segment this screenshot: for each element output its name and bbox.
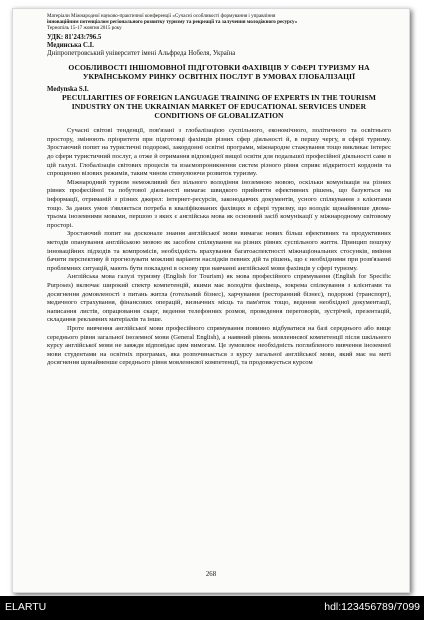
document-page bbox=[12, 8, 410, 593]
paragraph: Проте вивчення англійської мови професійного спрямування повинно відбуватися на базі середнього або вище середнього рівня загальної іноземної мови (General English), а наявний рівень мовленнєвої компетенції після шкільного курсу англійської мови не завжди відповідає цим вимогам. Це зумовлює необхідність поглибленого вивчення іноземної мови студентами на освітніх програмах, яка розпочинається з курсу загальної англійської мови, який має на меті досягнення щонайменше середнього рівня мовленнєвої компетенції, та продовжується курсом bbox=[47, 324, 391, 367]
conference-line: інноваційним потенціалом регіонального розвитку туризму та рекреації та залучення молодіжного ресурсу» bbox=[47, 19, 298, 26]
conference-header bbox=[47, 13, 391, 31]
author-en: Medynska S.I. bbox=[47, 86, 89, 94]
article-body bbox=[47, 127, 391, 368]
title-ua: ОСОБЛИВОСТІ ІНШОМОВНОЇ ПІДГОТОВКИ ФАХІВЦІВ У СФЕРІ ТУРИЗМУ НА УКРАЇНСЬКОМУ РИНКУ ОСВІТНІХ ПОСЛУГ В УМОВАХ ГЛОБАЛІЗАЦІЇ bbox=[68, 63, 370, 81]
title-en: PECULIARITIES OF FOREIGN LANGUAGE TRAINING OF EXPERTS IN THE TOURISM INDUSTRY ON THE UKRAINIAN MARKET OF EDUCATIONAL SERVICES UNDER CONDITIONS OF GLOBALIZATION bbox=[61, 93, 377, 120]
paragraph: Зростаючий попит на досконале знання англійської мови вимагає нових більш ефективних та продуктивних методів опанування англійською мовою як засобом спілкування на різних рівнях суспільного життя. Принцип пошуку інноваційних підходів та компромісів, необхідність врахування багатоаспектності міжнаціональних стосунків, вміння бачити перспективу й прогнозувати можливі варіанти наслідків певних дій та рішень, що є необхідними при розв'язанні проблемних ситуацій, мають бути покладені в основу при навчанні англійської мови фахівців у сфері туризму. bbox=[47, 230, 391, 272]
affiliation: Дніпропетровський університет імені Альфреда Нобеля, Україна bbox=[47, 50, 236, 58]
repository-footer-bar bbox=[0, 596, 424, 620]
paragraph: Міжнародний туризм неможливий без вільного володіння іноземною мовою, оскільки комунікація на різних рівнях професійної та побутової діяльності вимагає швидкого прийняття ефективних рішень, що базуються на інформації, отриманій з різних джерел: інтернет-ресурсів, законодавчих документів, усного спілкування з клієнтами тощо. За даних умов з'являється потреба в кваліфікованих фахівцях в сфері туризму, що володіє щонайменше двома-трьома іноземними мовами, першою з яких є англійська мова як основний засіб комунікації у міжнародному світовому просторі. bbox=[47, 178, 391, 229]
paragraph: Англійська мова галузі туризму (English for Tourism) як мова професійного спрямування (English for Specific Purposes) включає широкий спектр компетенцій, якими має володіти фахівець, зокрема спілкування з клієнтами та досягнення домовленості з питань житла (готельний бізнес), харчування (ресторанний бізнес), подорожі (транспорт), медичного страхування, фінансових операцій, визначних місць та пам'яток тощо, ведення необхідної документації, написання листів, опрацювання скарг, ведення телефонних розмов, проведення переговорів, зустрічей, презентацій, складання рекламних матеріалів та інше. bbox=[47, 273, 391, 324]
page-number: 268 bbox=[205, 571, 217, 578]
conference-date: Тернопіль 15-17 жовтня 2015 року bbox=[47, 25, 122, 32]
paragraph: Сучасні світові тенденції, пов'язані з глобалізацією суспільного, економічного, політичного та освітнього простору, змінюють пріоритети при підготовці фахівців різних сфер діяльності й, в першу чергу, в сфері туризму. Зростаючий попит на туристичні подорожі, закордонні освітні програми, міжнародне стажування тощо викликає інтерес до сфери туристичний послуг, а отже й отримання відповідної вищої освіти для подальшої професійної діяльності саме в цій галузі. Глобалізація світових процесів та взаємопроникнення систем різного рівня сприяє відкритості кордонів та спрощенню візових режимів, таким чином стимулюючи розвиток туризму. bbox=[47, 127, 391, 178]
conference-line: Матеріали Міжнародної науково-практичної конференції «Сучасні особливості формування і управління bbox=[47, 13, 276, 19]
handle-identifier: hdl:123456789/7099 bbox=[324, 601, 420, 613]
repository-name: ELARTU bbox=[5, 601, 47, 613]
udk-code: УДК: 81'243:796.5 bbox=[47, 34, 102, 42]
page-content bbox=[47, 13, 391, 368]
author-ua: Мединська С.І. bbox=[47, 42, 94, 50]
